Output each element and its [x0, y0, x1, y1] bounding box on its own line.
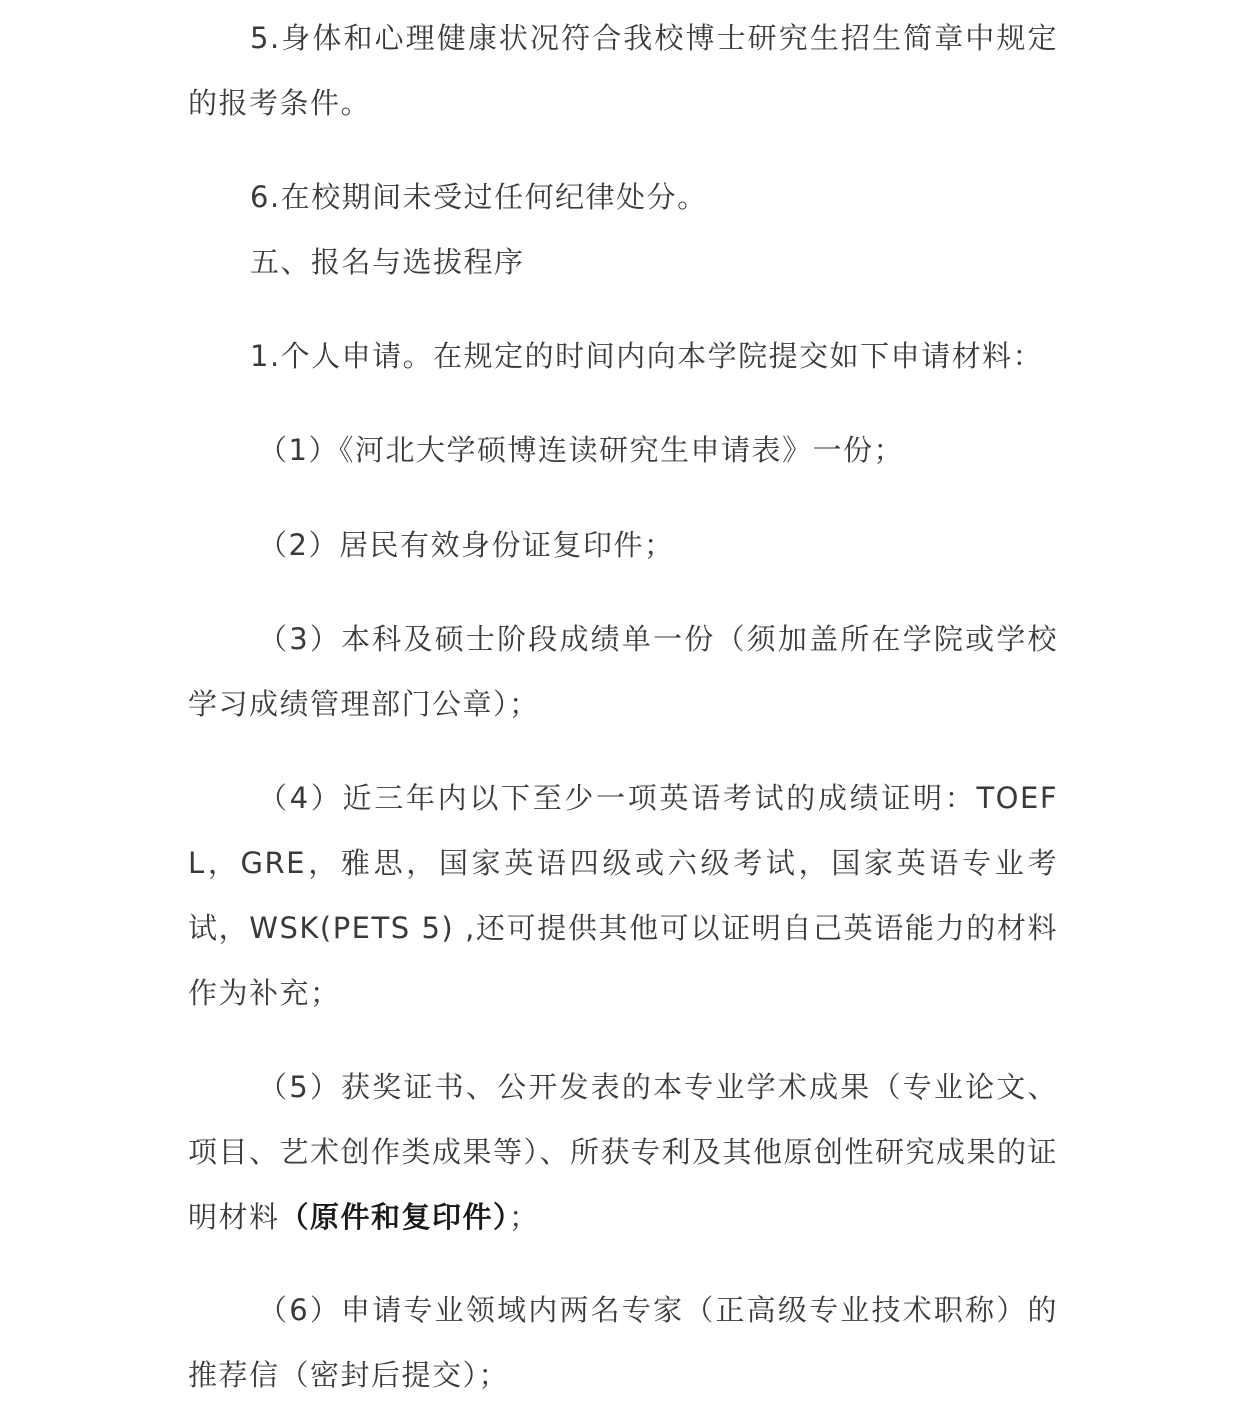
- list-item-recommendation-letters: （6）申请专业领域内两名专家（正高级专业技术职称）的推荐信（密封后提交）；: [188, 1293, 1058, 1392]
- paragraph-health-condition: 5.身体和心理健康状况符合我校博士研究生招生简章中规定的报考条件。: [188, 21, 1058, 120]
- list-item-english-certificates: （4）近三年内以下至少一项英语考试的成绩证明：TOEFL，GRE，雅思，国家英语四级或六级考试，国家英语专业考试，WSK(PETS 5) ,还可提供其他可以证明自己英语能力的材料作为补充；: [188, 781, 1058, 1010]
- paragraph-no-discipline: 6.在校期间未受过任何纪律处分。: [250, 180, 708, 214]
- achievements-text: （5）获奖证书、公开发表的本专业学术成果（专业论文、项目、艺术创作类成果等）、所获专利及其他原创性研究成果的证明材料: [188, 1070, 1059, 1234]
- list-item-id-copy: （2）居民有效身份证复印件；: [258, 528, 675, 562]
- list-item-transcripts: （3）本科及硕士阶段成绩单一份（须加盖所在学院或学校学习成绩管理部门公章）；: [188, 622, 1058, 721]
- achievements-end: ；: [509, 1200, 540, 1234]
- list-item-application-form: （1）《河北大学硕博连读研究生申请表》一份；: [258, 433, 904, 467]
- paragraph-personal-application: 1.个人申请。在规定的时间内向本学院提交如下申请材料：: [250, 339, 1044, 373]
- section-heading-application-procedure: 五、报名与选拔程序: [250, 245, 525, 279]
- originals-and-copies-emphasis: （原件和复印件）: [279, 1200, 510, 1234]
- list-item-academic-achievements: [188, 1055, 1058, 1250]
